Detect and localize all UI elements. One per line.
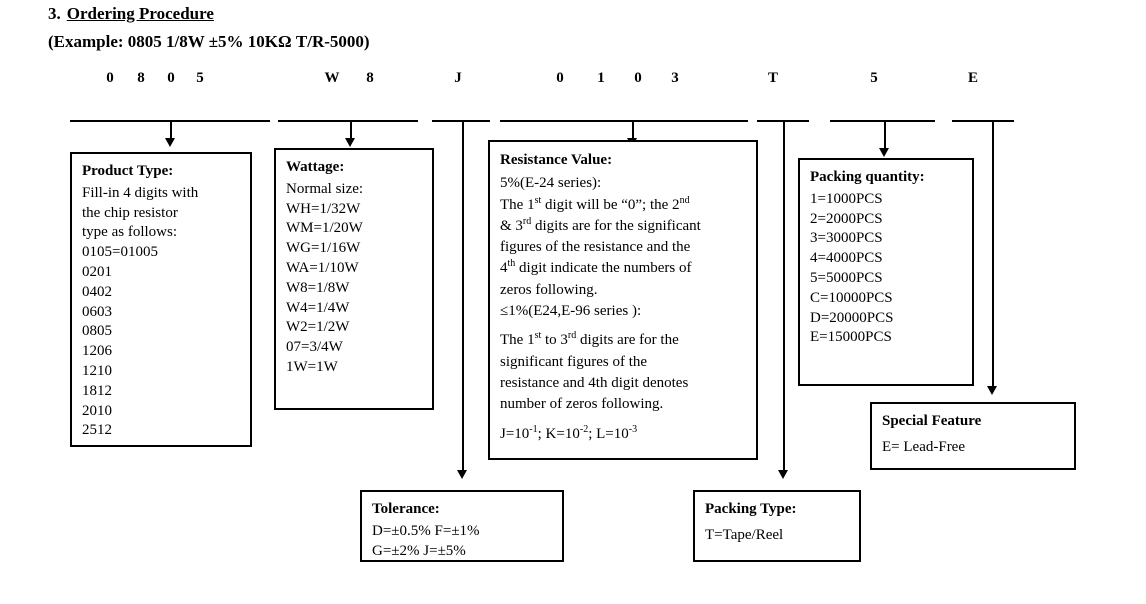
box-title-packing-quantity: Packing quantity: [810, 169, 925, 185]
code-char: E [967, 70, 978, 86]
box-wattage [274, 148, 434, 410]
box-line: Fill-in 4 digits with [82, 184, 199, 201]
superscript: rd [522, 215, 532, 227]
connector-packing-quantity [884, 120, 886, 150]
box-line: resistance and 4th digit denotes [500, 374, 689, 391]
code-char: 0 [106, 70, 114, 86]
group-underline-resistance [500, 120, 748, 122]
connector-resistance [632, 120, 634, 140]
box-line: W2=1/2W [286, 319, 350, 336]
box-line: D=±0.5% F=±1% [372, 522, 480, 539]
arrow-special-feature [987, 386, 997, 395]
text-fragment: The 1 [500, 196, 535, 213]
box-line: W8=1/8W [286, 279, 350, 296]
box-line [500, 216, 746, 237]
box-title-tolerance: Tolerance: [372, 501, 440, 517]
box-line: significant figures of the [500, 353, 648, 370]
page-title: Ordering Procedure [66, 4, 214, 23]
box-line: W4=1/4W [286, 299, 350, 316]
box-packing-type [693, 490, 861, 562]
box-line: E= Lead-Free [882, 438, 965, 455]
box-line [500, 195, 746, 216]
box-line: 3=3000PCS [810, 230, 883, 247]
box-line: 5=5000PCS [810, 269, 883, 286]
box-line: WH=1/32W [286, 200, 361, 217]
box-line: G=±2% J=±5% [372, 542, 466, 559]
superscript: -2 [579, 423, 589, 435]
box-line: 1=1000PCS [810, 190, 883, 207]
spacer [500, 416, 746, 424]
box-title-special-feature: Special Feature [882, 413, 982, 429]
superscript: th [507, 258, 516, 270]
box-title-resistance: Resistance Value: [500, 152, 613, 168]
code-char: 3 [671, 70, 679, 86]
box-line: type as follows: [82, 224, 177, 241]
group-underline-packing-quantity [830, 120, 935, 122]
box-line: 2512 [82, 422, 112, 439]
code-char: 0 [556, 70, 564, 86]
code-char: 5 [870, 70, 878, 86]
connector-wattage [350, 120, 352, 140]
box-line: WG=1/16W [286, 240, 361, 257]
box-line: 4=4000PCS [810, 250, 883, 267]
code-char: 8 [137, 70, 145, 86]
connector-product-type [170, 120, 172, 140]
box-resistance-value [488, 140, 758, 460]
box-title-wattage: Wattage: [286, 159, 345, 175]
box-title-packing-type: Packing Type: [705, 501, 797, 517]
box-line: E=15000PCS [810, 329, 892, 346]
code-char: W [324, 70, 340, 86]
text-fragment: to 3 [541, 332, 568, 349]
arrow-product-type [165, 138, 175, 147]
box-line: 0603 [82, 303, 112, 320]
box-line: 1206 [82, 343, 112, 360]
box-line: 2=2000PCS [810, 210, 883, 227]
box-line [500, 424, 746, 445]
box-line: D=20000PCS [810, 309, 894, 326]
connector-packing-type [783, 120, 785, 472]
page-heading [48, 4, 214, 24]
box-line: WA=1/10W [286, 259, 359, 276]
box-line: WM=1/20W [286, 220, 363, 237]
text-fragment: ; L=10 [588, 425, 629, 442]
text-fragment: 4 [500, 260, 508, 277]
superscript: -1 [529, 423, 538, 435]
box-line: C=10000PCS [810, 289, 893, 306]
example-line: (Example: 0805 1/8W ±5% 10KΩ T/R-5000) [48, 32, 370, 51]
box-line: 07=3/4W [286, 339, 343, 356]
box-line [500, 258, 746, 279]
box-line: 1W=1W [286, 358, 338, 375]
text-fragment: & 3 [500, 217, 523, 234]
box-line: 5%(E-24 series): [500, 175, 602, 192]
text-fragment: digit will be “0”; the 2 [541, 196, 680, 213]
box-line: 0105=01005 [82, 244, 158, 261]
code-char: T [767, 70, 778, 86]
superscript: st [534, 330, 542, 342]
text-fragment: ; K=10 [537, 425, 580, 442]
arrow-packing-quantity [879, 148, 889, 157]
code-char: 0 [634, 70, 642, 86]
box-line: ≤1%(E24,E-96 series ): [500, 303, 642, 320]
group-underline-special-feature [952, 120, 1014, 122]
code-char: 1 [597, 70, 605, 86]
code-char: 5 [196, 70, 204, 86]
superscript: st [534, 194, 542, 206]
arrow-tolerance [457, 470, 467, 479]
text-fragment: The 1 [500, 332, 535, 349]
connector-tolerance [462, 120, 464, 472]
box-packing-quantity [798, 158, 974, 386]
arrow-packing-type [778, 470, 788, 479]
box-title-product-type: Product Type: [82, 163, 174, 179]
text-fragment: digit indicate the numbers of [515, 260, 692, 277]
box-line: 0805 [82, 323, 112, 340]
box-line: T=Tape/Reel [705, 526, 784, 543]
group-underline-wattage [278, 120, 418, 122]
text-fragment: J=10 [500, 425, 530, 442]
box-tolerance [360, 490, 564, 562]
box-line: the chip resistor [82, 204, 178, 221]
text-fragment: digits are for the significant [531, 217, 701, 234]
box-line: 0402 [82, 283, 112, 300]
box-special-feature [870, 402, 1076, 470]
box-line: number of zeros following. [500, 396, 664, 413]
code-char: 8 [366, 70, 374, 86]
group-underline-tolerance [432, 120, 490, 122]
spacer [500, 322, 746, 330]
arrow-wattage [345, 138, 355, 147]
box-line: Normal size: [286, 180, 364, 197]
box-line [500, 330, 746, 351]
box-line: figures of the resistance and the [500, 239, 691, 256]
connector-special-feature [992, 120, 994, 388]
superscript: -3 [628, 423, 638, 435]
superscript: nd [679, 194, 690, 206]
code-char: 0 [167, 70, 175, 86]
box-line: 1812 [82, 382, 112, 399]
box-line: 2010 [82, 402, 112, 419]
box-line: 1210 [82, 362, 112, 379]
code-char: J [454, 70, 462, 86]
superscript: rd [567, 330, 577, 342]
box-line: zeros following. [500, 281, 598, 298]
box-line: 0201 [82, 263, 112, 280]
text-fragment: digits are for the [576, 332, 679, 349]
box-product-type [70, 152, 252, 447]
heading-number: 3. [48, 4, 61, 23]
